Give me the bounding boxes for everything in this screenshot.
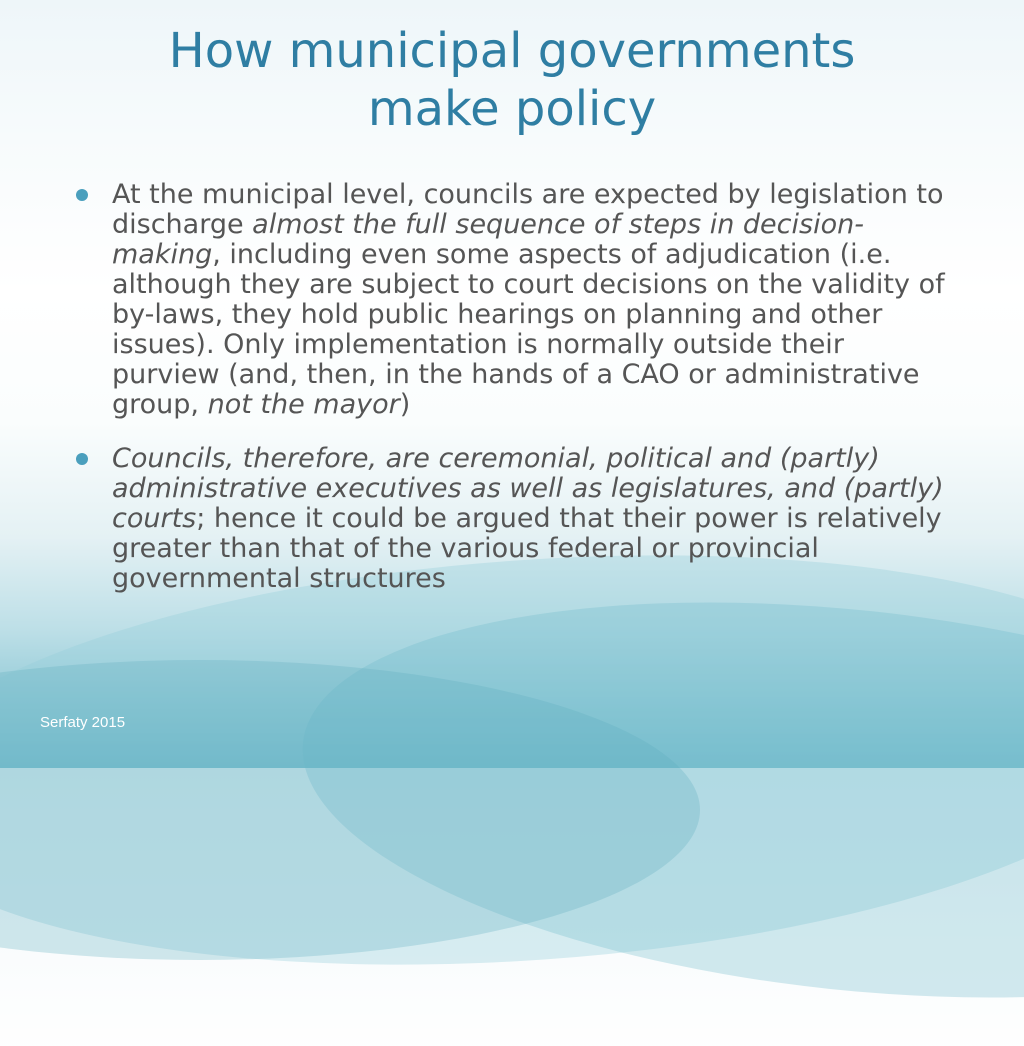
bullet-dot-icon xyxy=(76,453,88,465)
bullet-1-emphasis-2: not the mayor xyxy=(207,389,400,420)
slide-body xyxy=(76,180,956,618)
bullet-1-text-end: ) xyxy=(399,389,411,420)
bullet-1-text: At the municipal level, councils are expected by legislation to discharge xyxy=(112,179,944,240)
bullet-1-text-cont: , including even some aspects of adjudication (i.e. although they are subject to court decisions on the validity of by-laws, they hold public hearings on planning and other issues). Only implementation is normally outside their purview (and, then, in the hands of a CAO or administrative group, xyxy=(112,239,945,420)
bullet-2-text: ; hence it could be argued that their power is relatively greater than that of the various federal or provincial governmental structures xyxy=(112,503,942,594)
bullet-dot-icon xyxy=(76,189,88,201)
bullet-2-emphasis: Councils, therefore, are ceremonial, political and (partly) administrative executives as well as legislatures, and (partly) courts xyxy=(112,443,944,534)
title-line-1: How municipal governments xyxy=(168,23,856,79)
title-line-2: make policy xyxy=(367,81,657,137)
footer-credit: Serfaty 2015 xyxy=(40,714,126,731)
bullet-item-2 xyxy=(76,444,956,594)
slide-title xyxy=(60,22,964,138)
bullet-item-1 xyxy=(76,180,956,420)
bullet-1-emphasis: almost the full sequence of steps in decision-making xyxy=(112,209,864,270)
